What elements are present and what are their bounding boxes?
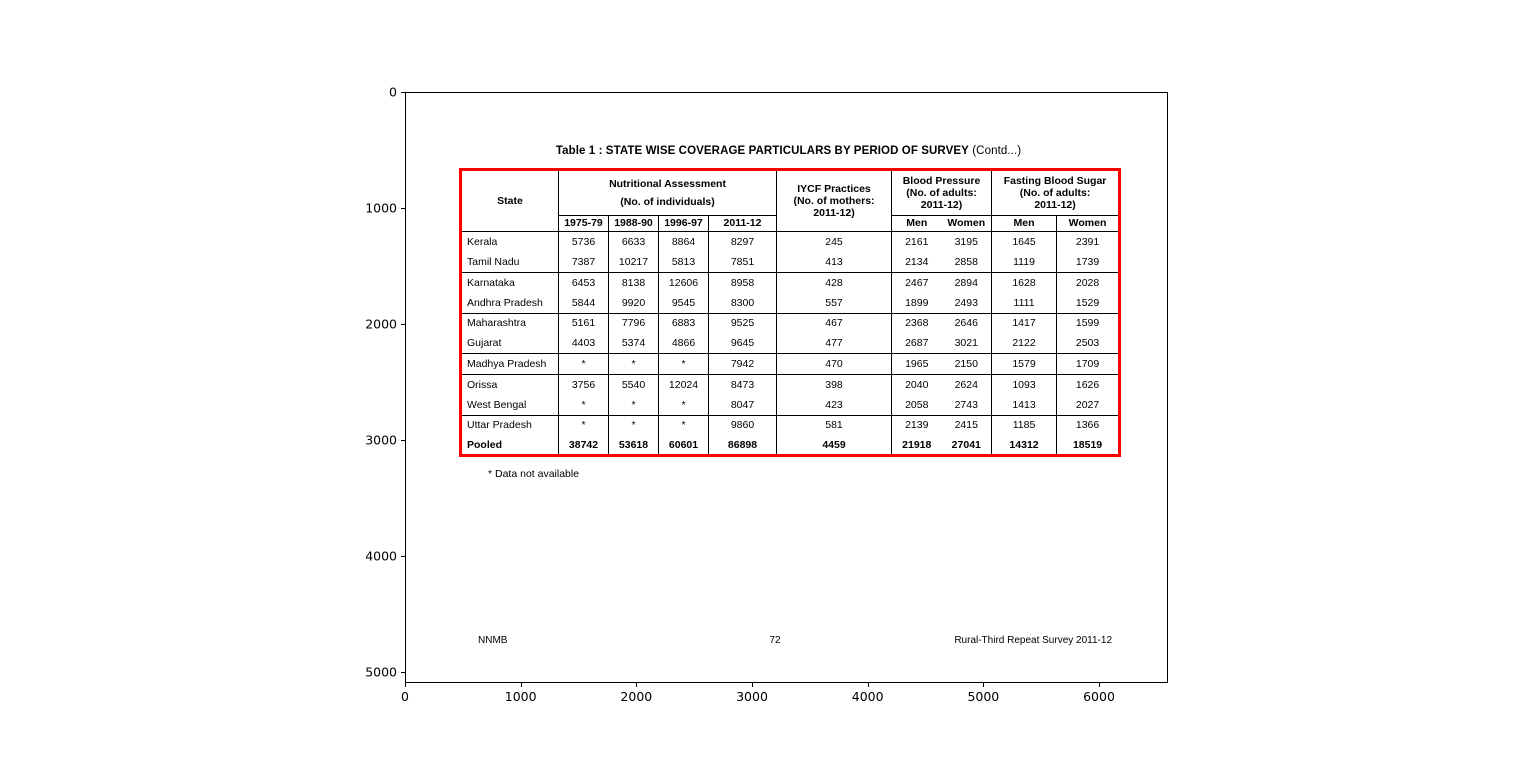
table-row [461, 374, 1120, 394]
table-title-main: Table 1 : STATE WISE COVERAGE PARTICULARS BY PERIOD OF SURVEY [555, 145, 969, 157]
state-cell: Karnataka [461, 272, 559, 292]
table-row [461, 395, 1120, 415]
value-cell: 245 [777, 232, 892, 252]
value-cell: 2687 [892, 333, 942, 353]
header-iycf-line2: (No. of mothers: [793, 194, 875, 207]
value-cell: 1628 [992, 272, 1057, 292]
value-cell: 12024 [659, 374, 709, 394]
x-tick-mark [1099, 683, 1100, 687]
state-cell: Uttar Pradesh [461, 415, 559, 435]
value-cell: 6883 [659, 313, 709, 333]
footer-source: NNMB [478, 635, 508, 646]
value-cell: 8297 [709, 232, 777, 252]
header-bp-line3: 2011-12) [920, 199, 963, 212]
value-cell: * [609, 415, 659, 435]
x-tick-label: 4000 [851, 689, 884, 704]
x-tick-label: 5000 [967, 689, 1000, 704]
table-row [461, 252, 1120, 272]
value-cell: 2646 [942, 313, 992, 333]
x-tick-mark [521, 683, 522, 687]
value-cell: 2161 [905, 235, 929, 248]
value-cell: 21918 [902, 438, 932, 451]
value-cell: 1645 [992, 232, 1057, 252]
value-cell: 18519 [1072, 438, 1103, 451]
y-tick-label: 0 [389, 84, 397, 100]
state-cell: Kerala [461, 232, 559, 252]
value-cell: 8300 [709, 293, 777, 313]
header-fbs-men: Men [992, 216, 1057, 232]
x-tick-label: 6000 [1083, 689, 1115, 704]
y-tick-label: 3000 [365, 432, 397, 448]
value-cell: 2894 [942, 272, 992, 292]
value-cell: 5736 [559, 232, 609, 252]
value-cell: 2139 [905, 419, 929, 432]
value-cell: 1899 [892, 293, 942, 313]
state-cell: Gujarat [461, 333, 559, 353]
value-cell: * [559, 354, 609, 374]
y-tick-label: 1000 [365, 200, 397, 216]
value-cell: 5161 [559, 313, 609, 333]
value-cell: 1119 [992, 252, 1057, 272]
value-cell: 3195 [942, 232, 992, 252]
y-tick-mark [401, 208, 405, 209]
value-cell: 3756 [559, 374, 609, 394]
footnote: * Data not available [488, 468, 580, 480]
value-cell: 1579 [992, 354, 1057, 374]
header-iycf-line3: 2011-12) [813, 207, 855, 220]
y-tick-mark [401, 324, 405, 325]
value-cell: 8138 [609, 272, 659, 292]
value-cell: 9860 [709, 415, 777, 435]
value-cell: 1709 [1057, 354, 1120, 374]
value-cell: * [659, 415, 709, 435]
value-cell: 2391 [1075, 235, 1100, 248]
state-cell: Andhra Pradesh [461, 293, 559, 313]
value-cell: * [559, 415, 609, 435]
value-cell: 2028 [1075, 276, 1100, 289]
value-cell: 86898 [709, 435, 777, 455]
header-bp-line2: (No. of adults: [906, 186, 977, 199]
value-cell: * [559, 395, 609, 415]
table-title-suffix: (Contd...) [968, 145, 1022, 157]
value-cell: 1529 [1057, 293, 1120, 313]
coverage-table [459, 168, 1121, 457]
value-cell: 2368 [905, 317, 929, 330]
header-year-1988-90: 1988-90 [609, 216, 659, 232]
header-fbs-line1: Fasting Blood Sugar [1003, 174, 1107, 187]
page-number: 72 [769, 635, 781, 646]
value-cell: 8864 [659, 232, 709, 252]
table-row [461, 415, 1120, 435]
table-row [461, 293, 1120, 313]
x-tick-mark [636, 683, 637, 687]
header-year-2011-12: 2011-12 [709, 216, 777, 232]
value-cell: 581 [777, 415, 892, 435]
value-cell: 8958 [709, 272, 777, 292]
y-tick-mark [401, 92, 405, 93]
header-iycf-line1: IYCF Practices [797, 182, 871, 195]
value-cell: 2467 [905, 276, 929, 289]
header-bp-line1: Blood Pressure [902, 174, 981, 187]
x-tick-mark [405, 683, 406, 687]
value-cell: 7796 [609, 313, 659, 333]
x-tick-mark [868, 683, 869, 687]
value-cell: 14312 [992, 435, 1057, 455]
value-cell: 1185 [992, 415, 1057, 435]
value-cell: 9920 [609, 293, 659, 313]
value-cell: 2040 [905, 378, 929, 391]
x-tick-label: 0 [401, 689, 409, 704]
value-cell: 9525 [709, 313, 777, 333]
value-cell: 398 [777, 374, 892, 394]
value-cell: 5813 [659, 252, 709, 272]
header-fasting-blood-sugar [992, 170, 1120, 216]
value-cell: 2858 [942, 252, 992, 272]
value-cell: 8473 [709, 374, 777, 394]
value-cell: * [659, 395, 709, 415]
x-tick-label: 1000 [504, 689, 537, 704]
value-cell: 1093 [992, 374, 1057, 394]
value-cell: 1965 [892, 354, 942, 374]
value-cell: 477 [777, 333, 892, 353]
header-iycf-practices [777, 170, 892, 232]
header-year-1975-79: 1975-79 [559, 216, 609, 232]
value-cell: * [609, 395, 659, 415]
value-cell: 38742 [559, 435, 609, 455]
table-row [461, 313, 1120, 333]
value-cell: 2122 [992, 333, 1057, 353]
table-row [461, 272, 1120, 292]
value-cell: 428 [777, 272, 892, 292]
value-cell: 5374 [609, 333, 659, 353]
x-tick-mark [752, 683, 753, 687]
value-cell: 1599 [1075, 317, 1100, 330]
table-row [461, 232, 1120, 252]
y-tick-mark [401, 672, 405, 673]
y-tick-label: 2000 [365, 316, 397, 332]
value-cell: 53618 [609, 435, 659, 455]
header-year-1996-97: 1996-97 [659, 216, 709, 232]
value-cell: 2743 [942, 395, 992, 415]
value-cell: 2415 [942, 415, 992, 435]
value-cell: 470 [777, 354, 892, 374]
value-cell: 7387 [559, 252, 609, 272]
value-cell: 12606 [659, 272, 709, 292]
value-cell: * [609, 354, 659, 374]
header-bp-men: Men [892, 216, 942, 232]
state-cell: Pooled [461, 435, 559, 455]
header-nutritional-line1: Nutritional Assessment [609, 177, 726, 190]
value-cell: 10217 [609, 252, 659, 272]
header-fbs-line3: 2011-12) [1034, 199, 1076, 212]
table-header [461, 170, 1120, 232]
value-cell: 1366 [1075, 419, 1100, 432]
x-tick-label: 2000 [620, 689, 653, 704]
header-blood-pressure [892, 170, 992, 216]
value-cell: 1413 [992, 395, 1057, 415]
footer-survey-name: Rural-Third Repeat Survey 2011-12 [954, 635, 1112, 646]
state-cell: Orissa [461, 374, 559, 394]
header-bp-women: Women [942, 216, 992, 232]
value-cell: 1111 [992, 293, 1057, 313]
value-cell: 1739 [1057, 252, 1120, 272]
header-state: State [461, 170, 559, 232]
y-tick-mark [401, 440, 405, 441]
value-cell: 2058 [892, 395, 942, 415]
value-cell: 2134 [892, 252, 942, 272]
table-row [461, 354, 1120, 374]
value-cell: * [659, 354, 709, 374]
value-cell: 4403 [559, 333, 609, 353]
x-tick-mark [983, 683, 984, 687]
value-cell: 6453 [559, 272, 609, 292]
x-tick-label: 3000 [736, 689, 768, 704]
state-cell: Tamil Nadu [461, 252, 559, 272]
y-tick-mark [401, 556, 405, 557]
y-tick-label: 4000 [365, 548, 397, 564]
value-cell: 5540 [609, 374, 659, 394]
header-fbs-line2: (No. of adults: [1019, 186, 1091, 199]
value-cell: 1626 [1075, 378, 1100, 391]
value-cell: 7942 [709, 354, 777, 374]
value-cell: 6633 [609, 232, 659, 252]
state-cell: Maharashtra [461, 313, 559, 333]
value-cell: 2503 [1057, 333, 1120, 353]
value-cell: 2493 [942, 293, 992, 313]
value-cell: 467 [777, 313, 892, 333]
value-cell: 8047 [709, 395, 777, 415]
value-cell: 557 [777, 293, 892, 313]
value-cell: 2027 [1057, 395, 1120, 415]
value-cell: 2624 [942, 374, 992, 394]
state-cell: Madhya Pradesh [461, 354, 559, 374]
value-cell: 7851 [709, 252, 777, 272]
y-tick-label: 5000 [365, 664, 397, 680]
value-cell: 60601 [659, 435, 709, 455]
value-cell: 1417 [992, 313, 1057, 333]
value-cell: 4459 [777, 435, 892, 455]
table-body [461, 232, 1120, 456]
value-cell: 3021 [942, 333, 992, 353]
table-row [461, 435, 1120, 455]
value-cell: 413 [777, 252, 892, 272]
value-cell: 423 [777, 395, 892, 415]
state-cell: West Bengal [461, 395, 559, 415]
value-cell: 4866 [659, 333, 709, 353]
table-title [459, 145, 1118, 157]
header-fbs-women: Women [1057, 216, 1120, 232]
value-cell: 2150 [942, 354, 992, 374]
header-nutritional-assessment [559, 170, 777, 216]
value-cell: 27041 [942, 435, 992, 455]
value-cell: 9545 [659, 293, 709, 313]
header-nutritional-line2: (No. of individuals) [620, 196, 715, 208]
value-cell: 9645 [709, 333, 777, 353]
value-cell: 5844 [559, 293, 609, 313]
table-row [461, 333, 1120, 353]
